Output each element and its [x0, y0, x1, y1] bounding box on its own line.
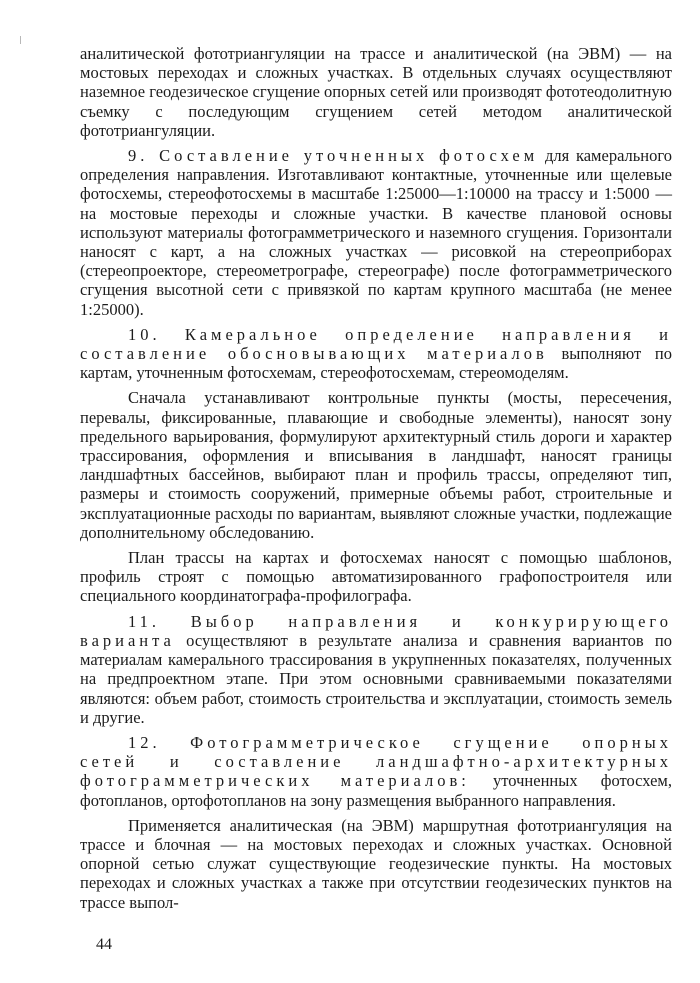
- paragraph-3-lead: 10. Камеральное определение направления и составление обосновывающих материалов: [80, 324, 672, 364]
- paragraph-6-text: осуществляют в результате анализа и сравнения вариантов по материалам камерального трассирования в укрупненных показателях, полученных на предпроектном этапе. При этом основными сравниваемыми показателями являются: объем работ, стоимость строительства и эксплуатации, стоимость земель и другие.: [80, 630, 672, 727]
- paragraph-7: [80, 733, 672, 810]
- paragraph-3-text: выполняют по картам, уточненным фотосхемам, стереофотосхемам, стереомоделям.: [80, 344, 672, 383]
- paragraph-2-lead: 9. Составление уточненных фотосхем: [128, 146, 539, 166]
- page-number: 44: [96, 936, 112, 953]
- paragraph-6: [80, 612, 672, 727]
- paragraph-1-text: аналитической фототриангуляции на трассе и аналитической (на ЭВМ) — на мостовых переходах и сложных участках. В отдельных случаях осуществляют наземное геодезическое сгущение опорных сетей или производят фототеодолитную съемку с последующим сгущением сетей методом аналитической фототриангуляции.: [80, 44, 672, 140]
- paragraph-4-text: Сначала устанавливают контрольные пункты (мосты, пересечения, перевалы, фиксированные, плавающие и свободные элементы), наносят зону предельного варьирования, формулируют архитектурный стиль дороги и характер трассирования, оформления и вписывания в ландшафт, наносят границы ландшафтных бассейнов, выбирают план и профиль трассы, определяют тип, размеры и стоимость сооружений, примерные объемы работ, строительные и эксплуатационные расходы по вариантам, выявляют сложные участки, подлежащие дополнительному обследованию.: [80, 388, 672, 542]
- paragraph-8: [80, 816, 672, 912]
- paragraph-7-lead: 12. Фотограмметрическое сгущение опорных сетей и составление ландшафтно-архитектурных фотограмметрических материалов:: [80, 732, 672, 791]
- paragraph-5-text: План трассы на картах и фотосхемах наносят с помощью шаблонов, профиль строят с помощью автоматизированного графопостроителя или специального координатографа-профилографа.: [80, 548, 672, 606]
- paragraph-5: [80, 548, 672, 606]
- paragraph-2-text: для камерального определения направления. Изготавливают контактные, уточненные или щелевые фотосхемы, стереофотосхемы в масштабе 1:25000—1:10000 на трассу и 1:5000 — на мостовые переходы и сложные участки. В качестве плановой основы используют материалы фотограмметрического и наземного сгущения. Горизонтали наносят с карт, а на сложных участках — рисовкой на стереоприборах (стереопроекторе, стереометрографе, стереографе) после фотограмметрического сгущения высотной сети с привязкой по картам крупного масштаба (не менее 1:25000).: [80, 146, 672, 319]
- paragraph-8-text: Применяется аналитическая (на ЭВМ) маршрутная фототриангуляция на трассе и блочная — на мостовых переходах и сложных участках. Основной опорной сетью служат существующие геодезические пункты. На мостовых переходах и сложных участках а также при отсутствии геодезических пунктов на трассе выпол-: [80, 815, 672, 912]
- paragraph-7-text: уточненных фотосхем, фотопланов, ортофотопланов на зону размещения выбранного направления.: [80, 771, 672, 810]
- paragraph-3: [80, 325, 672, 383]
- page-body: [80, 44, 672, 918]
- paragraph-1: [80, 44, 672, 140]
- paragraph-4: [80, 388, 672, 542]
- paragraph-2: [80, 146, 672, 319]
- scan-edge-mark: [20, 36, 21, 44]
- paragraph-6-lead: 11. Выбор направления и конкурирующего варианта: [80, 611, 672, 650]
